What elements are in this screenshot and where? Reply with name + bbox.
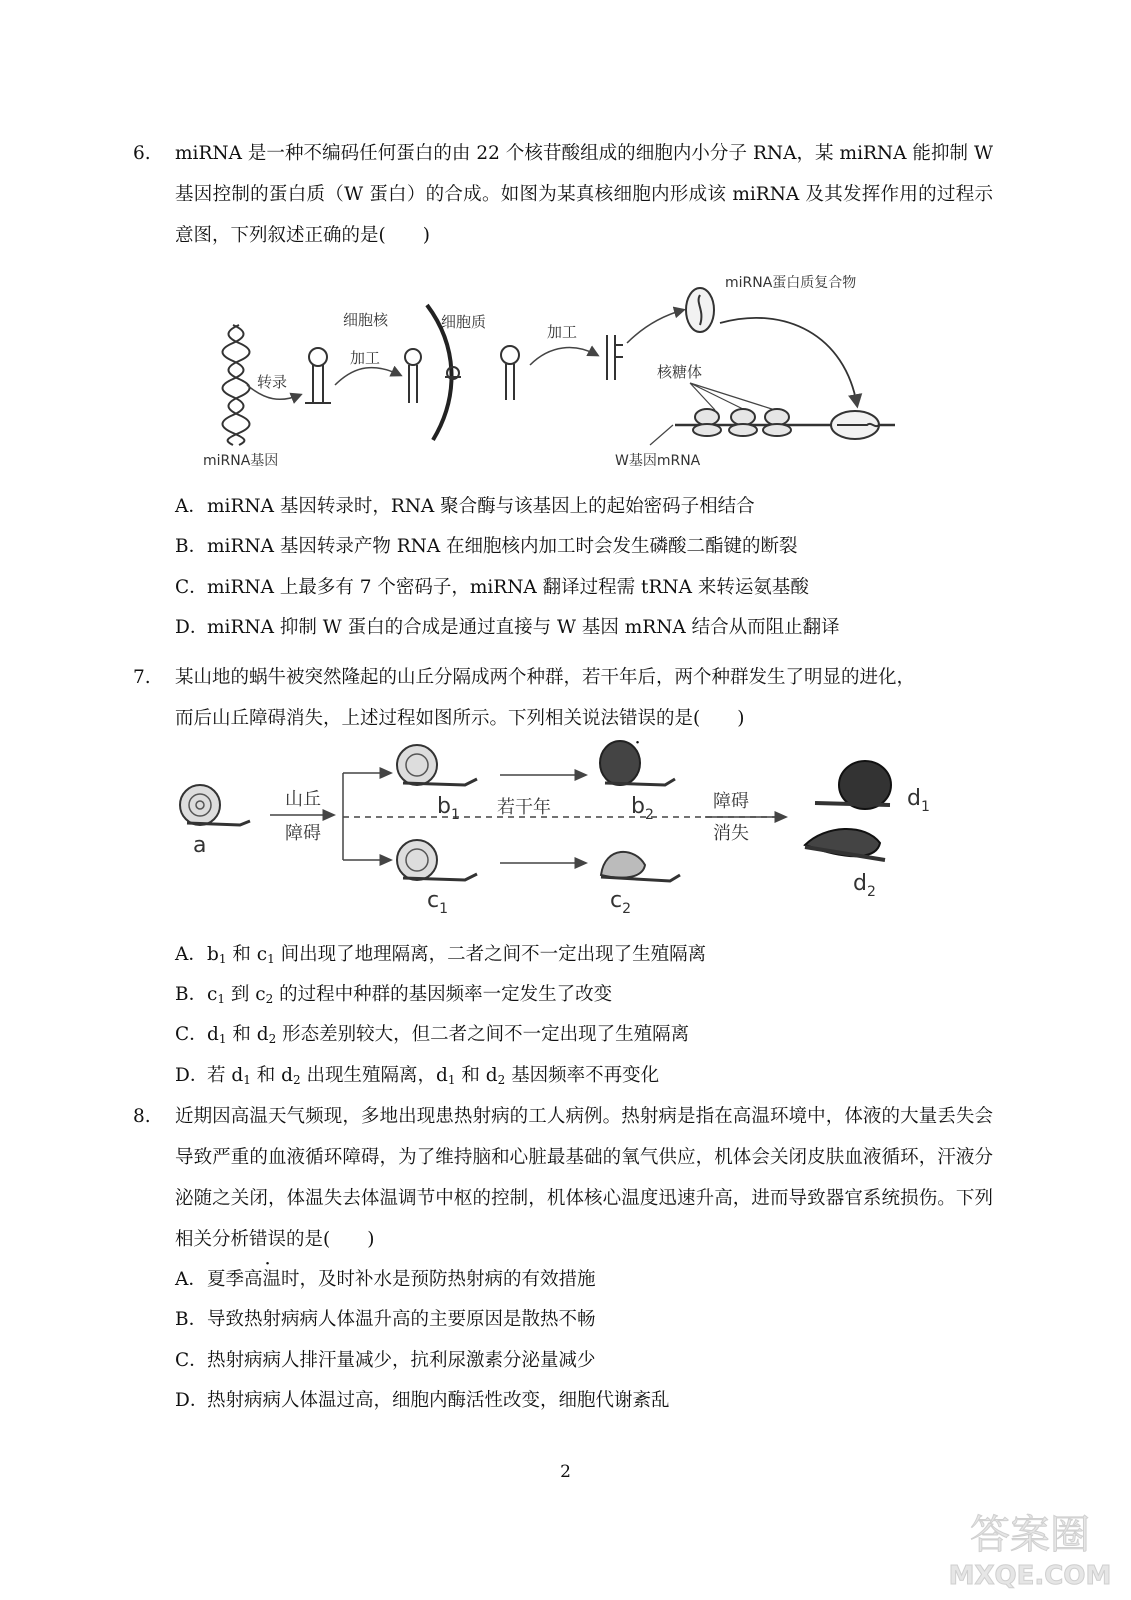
svg-text:MXQE.COM: MXQE.COM	[948, 1561, 1112, 1591]
pre-mirna-hairpin-icon	[405, 349, 421, 403]
mirna-process-diagram	[195, 265, 915, 475]
question-7	[133, 657, 993, 739]
q7-option-c[interactable]: C．$d_1$ 和 $d_2$ 形态差别较大，但二者之间不一定出现了生殖隔离	[175, 1024, 690, 1046]
emphasis-word: 错误	[619, 708, 657, 729]
question-6	[133, 133, 993, 256]
label-mirna-gene: miRNA基因	[203, 453, 279, 469]
label-a: a	[193, 833, 207, 858]
question-number: 8.	[133, 1106, 151, 1127]
label-nucleus: 细胞核	[343, 311, 389, 329]
snail-a-icon	[180, 785, 250, 825]
watermark-logo	[935, 1500, 1125, 1595]
question-stem: 近期因高温天气频现，多地出现患热射病的工人病例。热射病是指在高温环境中，体液的大量丢失会导致严重的血液循环障碍，为了维持脑和心脏最基础的氧气供应，机体会关闭皮肤血液循环，汗液分泌随之关闭，体温失去体温调节中枢的控制，机体核心温度迅速升高，进而导致器官系统损伤。下列相关分析错误的是( )	[175, 1106, 993, 1250]
question-stem: 某山地的蜗牛被突然隆起的山丘分隔成两个种群，若干年后，两个种群发生了明显的进化， 而后山丘障碍消失，上述过程如图所示。下列相关说法错误的是( )	[175, 667, 916, 729]
label-transcribe: 转录	[257, 373, 288, 391]
label-ribosome: 核糖体	[657, 363, 703, 381]
label-c1: $c_1$	[427, 888, 449, 917]
label-d2: $d_2$	[853, 871, 876, 900]
emphasis-word: 错误	[249, 1229, 287, 1250]
label-complex: miRNA蛋白质复合物	[725, 275, 857, 291]
q7-option-b[interactable]: B．$c_1$ 到 $c_2$ 的过程中种群的基因频率一定发生了改变	[175, 984, 613, 1006]
q7-option-d[interactable]: D．若 $d_1$ 和 $d_2$ 出现生殖隔离，$d_1$ 和 $d_2$ 基因频率不再变化	[175, 1065, 660, 1087]
label-cytoplasm: 细胞质	[441, 313, 487, 331]
snail-d2-icon	[805, 829, 885, 860]
question-stem: miRNA 是一种不编码任何蛋白的由 22 个核苷酸组成的细胞内小分子 RNA，某 miRNA 能抑制 W 基因控制的蛋白质（W 蛋白）的合成。如图为某真核细胞内形成该 miRNA 及其发挥作用的过程示意图，下列叙述正确的是( )	[175, 143, 993, 246]
q6-option-c[interactable]: C．miRNA 上最多有 7 个密码子，miRNA 翻译过程需 tRNA 来转运氨基酸	[175, 577, 809, 598]
question-number: 7.	[133, 667, 151, 688]
q8-option-c[interactable]: C．热射病病人排汗量减少，抗利尿激素分泌量减少	[175, 1350, 596, 1371]
snail-speciation-diagram	[165, 735, 955, 925]
question-8	[133, 1096, 993, 1260]
label-vanish-1: 障碍	[713, 791, 749, 812]
snail-b1-icon	[397, 745, 477, 785]
bound-complex-icon	[831, 411, 879, 439]
snail-c2-icon	[601, 852, 680, 881]
svg-text:答案圈: 答案圈	[970, 1512, 1090, 1558]
mirna-duplex-icon	[607, 335, 623, 380]
q6-option-b[interactable]: B．miRNA 基因转录产物 RNA 在细胞核内加工时会发生磷酸二酯键的断裂	[175, 536, 798, 557]
snail-c1-icon	[397, 840, 477, 880]
snail-d1-icon	[815, 761, 891, 809]
mirna-protein-complex-icon	[686, 288, 714, 332]
label-b1: $b_1$	[437, 794, 460, 823]
cytoplasm-hairpin-icon	[501, 346, 519, 400]
label-barrier-2: 障碍	[285, 823, 321, 844]
label-process-2: 加工	[547, 323, 578, 341]
question-number: 6.	[133, 143, 151, 164]
page-number: 2	[560, 1462, 571, 1482]
q8-option-d[interactable]: D．热射病病人体温过高，细胞内酶活性改变，细胞代谢紊乱	[175, 1390, 670, 1411]
label-b2: $b_2$	[631, 794, 654, 823]
snail-b2-icon	[600, 741, 675, 785]
label-vanish-2: 消失	[713, 823, 749, 844]
q8-option-a[interactable]: A．夏季高温时，及时补水是预防热射病的有效措施	[175, 1269, 596, 1290]
label-w-mrna: W基因mRNA	[615, 453, 701, 469]
dna-helix-icon	[223, 325, 250, 445]
label-years: 若干年	[497, 797, 551, 818]
label-barrier-1: 山丘	[285, 789, 321, 810]
label-d1: $d_1$	[907, 786, 930, 815]
q7-option-a[interactable]: A．$b_1$ 和 $c_1$ 间出现了地理隔离，二者之间不一定出现了生殖隔离	[175, 944, 707, 966]
pri-mirna-hairpin-icon	[305, 348, 331, 403]
label-process-1: 加工	[350, 349, 381, 367]
q6-option-a[interactable]: A．miRNA 基因转录时，RNA 聚合酶与该基因上的起始密码子相结合	[175, 496, 755, 517]
q6-option-d[interactable]: D．miRNA 抑制 W 蛋白的合成是通过直接与 W 基因 mRNA 结合从而阻止翻译	[175, 617, 840, 638]
ribosome-icon	[693, 409, 791, 436]
q8-option-b[interactable]: B．导致热射病病人体温升高的主要原因是散热不畅	[175, 1309, 596, 1330]
label-c2: $c_2$	[610, 888, 632, 917]
